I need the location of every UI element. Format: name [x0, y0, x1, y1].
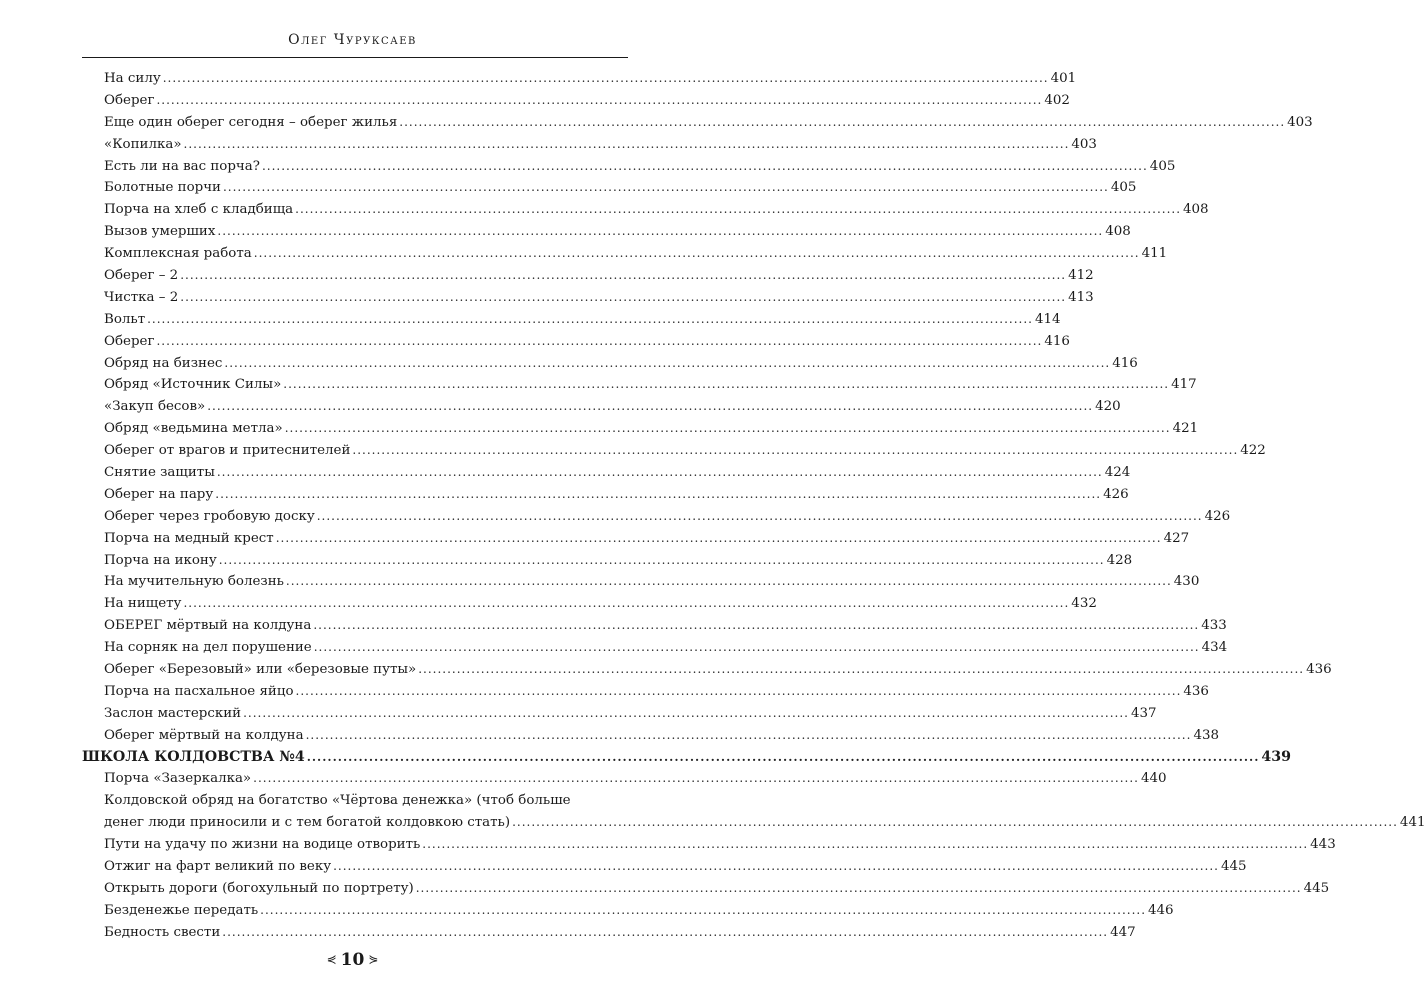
toc-entry-title: На нищету	[104, 596, 182, 612]
toc-entry-title: Заслон мастерский	[104, 705, 242, 721]
toc-entry	[82, 615, 1227, 637]
toc-entry-page: 417	[1171, 377, 1197, 393]
toc-entry-page: 445	[1220, 859, 1247, 875]
toc-leader-dots	[296, 681, 1182, 703]
toc-leader-dots	[260, 900, 1146, 922]
toc-entry	[82, 68, 1077, 90]
toc-entry-page: 430	[1173, 574, 1200, 590]
toc-entry-page: 424	[1104, 465, 1131, 481]
toc-entry-page: 436	[1306, 662, 1332, 678]
toc-entry-title: Оберег мёртвый на колдуна	[104, 727, 304, 743]
toc-entry-page: 436	[1183, 683, 1209, 699]
toc-leader-dots	[183, 593, 1069, 615]
toc-entry-title: Вызов умерших	[104, 224, 216, 240]
toc-leader-dots	[223, 177, 1109, 199]
toc-entry-title: Бедность свести	[104, 924, 221, 940]
toc-entry	[82, 922, 1136, 944]
toc-entry-page: 426	[1204, 508, 1231, 524]
toc-entry	[82, 834, 1336, 856]
toc-entry-page: 445	[1303, 880, 1330, 896]
toc-entry-page: 434	[1201, 640, 1228, 656]
toc-entry-page: 428	[1106, 552, 1133, 568]
toc-leader-dots	[285, 418, 1171, 440]
toc-entry	[82, 659, 1332, 681]
toc-leader-dots	[254, 243, 1140, 265]
toc-leader-dots	[217, 221, 1103, 243]
toc-entry-title: Оберег через гробовую доску	[104, 508, 315, 524]
toc-entry-title: Безденежье передать	[104, 902, 259, 918]
toc-entry-title: «Копилка»	[104, 136, 182, 152]
toc-entry-page: 433	[1201, 618, 1227, 634]
toc-entry	[82, 878, 1330, 900]
toc-entry-title: Пути на удачу по жизни на водице отворить	[104, 837, 421, 853]
toc-entry-title: ОБЕРЕГ мёртвый на колдуна	[104, 618, 312, 634]
toc-entry-page: 443	[1310, 837, 1336, 853]
toc-entry	[82, 571, 1200, 593]
toc-entry	[82, 353, 1138, 375]
toc-entry	[82, 725, 1219, 747]
ornament-right-icon: ⋟	[368, 952, 379, 966]
toc-entry	[82, 112, 1313, 134]
toc-leader-dots	[222, 922, 1108, 944]
toc-leader-dots	[317, 506, 1203, 528]
toc-entry-title: Обряд на бизнес	[104, 355, 223, 371]
toc-leader-dots	[276, 528, 1162, 550]
toc-leader-dots	[313, 615, 1199, 637]
toc-entry-title: На мучительную болезнь	[104, 574, 284, 590]
toc-leader-dots	[352, 440, 1238, 462]
toc-entry-title: Обряд «ведьмина метла»	[104, 421, 283, 437]
toc-entry-title: Порча на пасхальное яйцо	[104, 683, 294, 699]
toc-entry-page: 408	[1183, 202, 1209, 218]
toc-entry-title: «Закуп бесов»	[104, 399, 206, 415]
toc-entry	[82, 484, 1129, 506]
toc-entry-title: Есть ли на вас порча?	[104, 158, 260, 174]
toc-leader-dots	[283, 374, 1169, 396]
toc-entry	[82, 550, 1133, 572]
toc-entry	[82, 90, 1070, 112]
toc-entry	[82, 177, 1137, 199]
toc-leader-dots	[207, 396, 1093, 418]
toc-entry	[82, 331, 1070, 353]
toc-leader-dots	[184, 134, 1070, 156]
toc-leader-dots	[180, 287, 1066, 309]
toc-chapter-heading: ШКОЛА КОЛДОВСТВА №4 ..... 439	[82, 747, 628, 769]
toc-entry-page: 413	[1068, 289, 1094, 305]
toc-entry-page: 414	[1034, 311, 1061, 327]
toc-entry	[82, 156, 1176, 178]
toc-leader-dots	[306, 725, 1192, 747]
toc-entry	[82, 374, 1197, 396]
toc-entry	[82, 440, 1266, 462]
toc-leader-dots	[416, 878, 1302, 900]
toc-entry-page: 438	[1193, 727, 1219, 743]
page-footer	[0, 950, 705, 970]
toc-entry-title: Оберег – 2	[104, 268, 179, 283]
toc-entry	[82, 856, 1247, 878]
toc-entry	[82, 287, 1094, 309]
toc-entry	[82, 199, 1209, 221]
toc-entry-page: 411	[1141, 246, 1168, 262]
toc-leader-dots	[253, 768, 1139, 790]
toc-entry-title: Порча на медный крест	[104, 530, 274, 546]
toc-leader-dots	[399, 112, 1285, 134]
running-header: Олег Чуруксаев	[288, 32, 417, 48]
toc-entry-page: 420	[1095, 399, 1121, 415]
toc-leader-dots	[180, 265, 1066, 287]
toc-entry-title: Снятие защиты	[104, 465, 215, 481]
toc-entry	[82, 134, 1097, 156]
toc-entry-page: 408	[1105, 224, 1131, 240]
toc-entry-page: 446	[1148, 902, 1174, 918]
ornament-left-icon: ⋞	[326, 952, 337, 966]
toc-entry-page: 403	[1287, 114, 1313, 130]
toc-entry	[82, 637, 1228, 659]
toc-leader-dots	[333, 856, 1219, 878]
toc-entry-title: Открыть дороги (богохульный по портрету)	[104, 880, 414, 896]
toc-entry-page: 403	[1071, 136, 1097, 152]
toc-entry	[82, 309, 1061, 331]
toc-entry-title: Отжиг на фарт великий по веку	[104, 859, 332, 875]
table-of-contents	[82, 68, 1425, 944]
toc-entry-title: Оберег	[104, 333, 155, 349]
toc-entry-page: 405	[1110, 180, 1137, 196]
toc-leader-dots	[295, 199, 1181, 221]
toc-entry-page: 426	[1103, 486, 1129, 502]
toc-entry	[82, 769, 1167, 791]
toc-entry-title: Порча на икону	[104, 552, 217, 568]
toc-leader-dots	[156, 90, 1042, 112]
toc-leader-dots	[418, 659, 1304, 681]
toc-entry-title: Оберег	[104, 92, 155, 108]
toc-leader-dots	[156, 331, 1042, 353]
toc-entry	[82, 265, 1094, 287]
toc-entry	[82, 703, 1157, 725]
toc-entry-page: 416	[1044, 333, 1070, 349]
toc-entry-title: Чистка – 2	[104, 289, 179, 305]
toc-entry-page: 422	[1240, 443, 1266, 459]
toc-entry-title: Болотные порчи	[104, 180, 221, 196]
toc-entry-page: 401	[1050, 70, 1077, 86]
toc-entry	[82, 900, 1174, 922]
toc-leader-dots	[217, 462, 1103, 484]
toc-entry	[82, 396, 1121, 418]
toc-entry-page: 432	[1071, 596, 1097, 612]
toc-entry-title: На силу	[104, 70, 161, 86]
toc-entry	[82, 506, 1231, 528]
toc-entry-page: 405	[1149, 158, 1176, 174]
toc-entry-title: Обряд «Источник Силы»	[104, 377, 282, 393]
toc-leader-dots	[224, 353, 1110, 375]
toc-entry	[82, 462, 1131, 484]
toc-entry-page: 437	[1130, 705, 1157, 721]
toc-entry	[82, 221, 1131, 243]
toc-entry-title: Порча на хлеб с кладбища	[104, 202, 294, 218]
toc-leader-dots	[243, 703, 1129, 725]
page-number: 10	[340, 950, 365, 970]
toc-entry	[82, 243, 1168, 265]
toc-leader-dots	[215, 484, 1101, 506]
toc-entry-title: Оберег на пару	[104, 486, 214, 502]
toc-entry-page: 412	[1068, 268, 1094, 283]
toc-entry-title: Порча «Зазеркалка»	[104, 771, 252, 787]
toc-leader-dots	[314, 637, 1200, 659]
toc-leader-dots	[147, 309, 1033, 331]
toc-entry-page: 402	[1044, 92, 1070, 108]
toc-leader-dots	[286, 571, 1172, 593]
toc-entry-title: Вольт	[104, 311, 146, 327]
toc-entry-title: Комплексная работа	[104, 246, 252, 262]
toc-entry-long: Колдовской обряд на богатство «Чёртова денежка» (чтоб больше денег люди приносили и с тем богатой колдовкою стать) ..... 441	[82, 790, 628, 834]
toc-entry-page: 416	[1112, 355, 1138, 371]
toc-leader-dots	[422, 834, 1308, 856]
toc-entry	[82, 593, 1097, 615]
toc-entry-title: Оберег от врагов и притеснителей	[104, 443, 351, 459]
toc-entry-page: 427	[1163, 530, 1190, 546]
toc-entry	[82, 528, 1190, 550]
toc-entry-title: Оберег «Березовый» или «березовые путы»	[104, 662, 417, 678]
toc-leader-dots	[219, 550, 1105, 572]
toc-entry-page: 447	[1110, 924, 1136, 940]
toc-entry-title: На сорняк на дел порушение	[104, 640, 312, 656]
toc-leader-dots	[262, 156, 1148, 178]
toc-entry-page: 440	[1141, 771, 1167, 787]
toc-entry	[82, 418, 1199, 440]
toc-entry-page: 421	[1172, 421, 1199, 437]
toc-entry	[82, 681, 1209, 703]
header-rule	[82, 57, 628, 58]
toc-leader-dots	[163, 68, 1049, 90]
toc-entry-title: Еще один оберег сегодня – оберег жилья	[104, 114, 398, 130]
